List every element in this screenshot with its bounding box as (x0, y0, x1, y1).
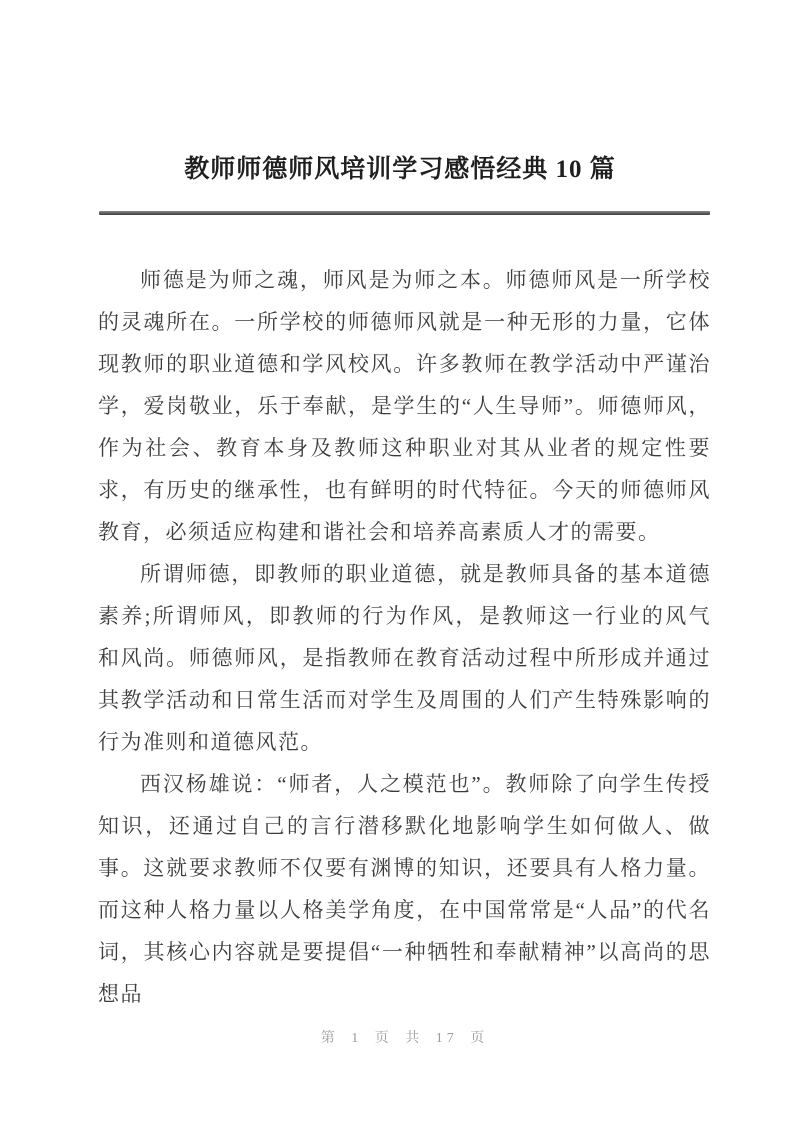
document-body (98, 259, 711, 1015)
paragraph-1: 师德是为师之魂，师风是为师之本。师德师风是一所学校的灵魂所在。一所学校的师德师风就是一种无形的力量，它体现教师的职业道德和学风校风。许多教师在教学活动中严谨治学，爱岗敬业，乐于奉献，是学生的“人生导师”。师德师风，作为社会、教育本身及教师这种职业对其从业者的规定性要求，有历史的继承性，也有鲜明的时代特征。今天的师德师风教育，必须适应构建和谐社会和培养高素质人才的需要。 (98, 268, 711, 544)
title-divider-rule (99, 211, 710, 215)
paragraph-3: 西汉杨雄说：“师者，人之模范也”。教师除了向学生传授知识，还通过自己的言行潜移默化地影响学生如何做人、做事。这就要求教师不仅要有渊博的知识，还要具有人格力量。而这种人格力量以人格美学角度，在中国常常是“人品”的代名词，其核心内容就是要提倡“一种牺牲和奉献精神”以高尚的思想品 (98, 772, 711, 1006)
document-title: 教师师德师风培训学习感悟经典 10 篇 (184, 156, 616, 183)
page-footer (98, 1028, 711, 1050)
page-number-indicator: 第 1 页 共 17 页 (320, 1031, 489, 1046)
paragraph-2: 所谓师德，即教师的职业道德，就是教师具备的基本道德素养;所谓师风，即教师的行为作风，是教师这一行业的风气和风尚。师德师风，是指教师在教育活动过程中所形成并通过其教学活动和日常生活而对学生及周围的人们产生特殊影响的行为准则和道德风范。 (98, 562, 711, 754)
